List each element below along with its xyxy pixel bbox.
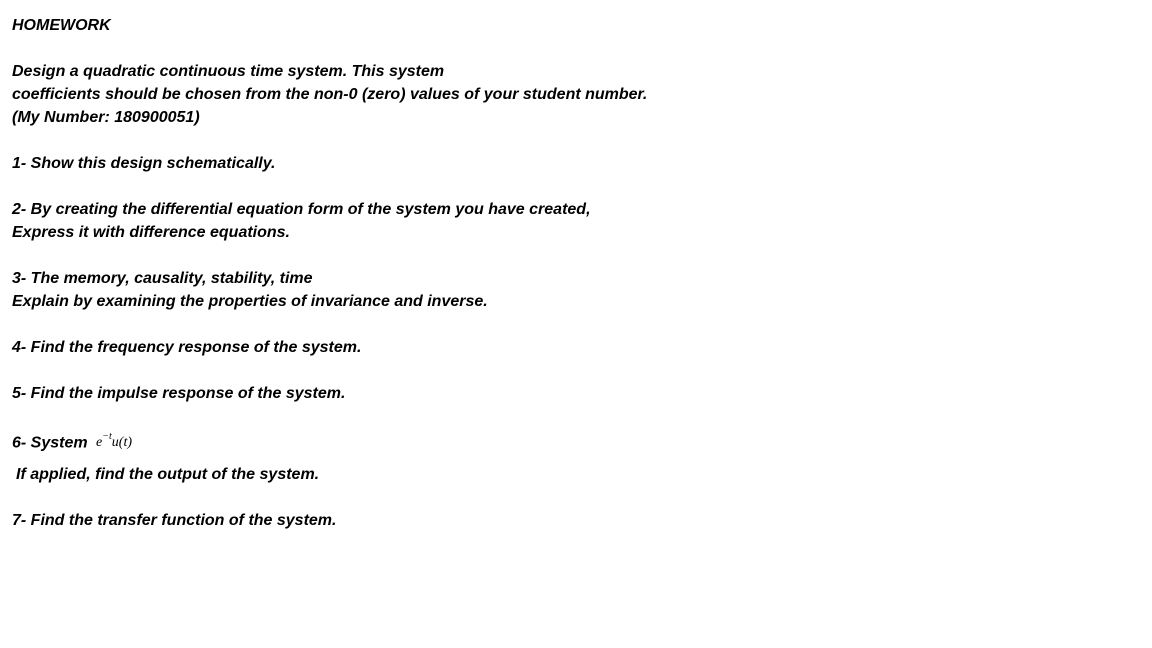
spacer [12,244,1132,267]
document-title: HOMEWORK [12,17,111,34]
question-6-label: 6- System [12,434,88,452]
question-5: 5- Find the impulse response of the system. [12,385,346,402]
spacer [12,359,1132,382]
question-2-line-2: Express it with difference equations. [12,224,290,241]
input-signal-formula [96,431,133,450]
spacer [12,37,1132,60]
question-3-line-2: Explain by examining the properties of invariance and inverse. [12,293,488,310]
intro-line-3: (My Number: 180900051) [12,109,200,126]
intro-line-1: Design a quadratic continuous time system. This system [12,63,445,80]
question-1: 1- Show this design schematically. [12,155,276,172]
spacer [12,175,1132,198]
question-7: 7- Find the transfer function of the system. [12,512,337,529]
question-3-line-1: 3- The memory, causality, stability, time [12,270,313,287]
spacer-small [12,451,1132,463]
question-6-line-2: If applied, find the output of the system. [16,466,320,483]
spacer [12,313,1132,336]
spacer [12,486,1132,509]
spacer [12,129,1132,152]
question-6-line-1 [12,428,1132,451]
formula-base: e [96,434,103,450]
question-2-line-1: 2- By creating the differential equation form of the system you have created, [12,201,591,218]
intro-line-2: coefficients should be chosen from the non-0 (zero) values of your student number. [12,86,648,103]
question-4: 4- Find the frequency response of the system. [12,339,362,356]
formula-exponent: −t [102,431,112,442]
spacer [12,405,1132,428]
homework-document [12,14,1132,532]
formula-rest: u(t) [111,434,133,450]
